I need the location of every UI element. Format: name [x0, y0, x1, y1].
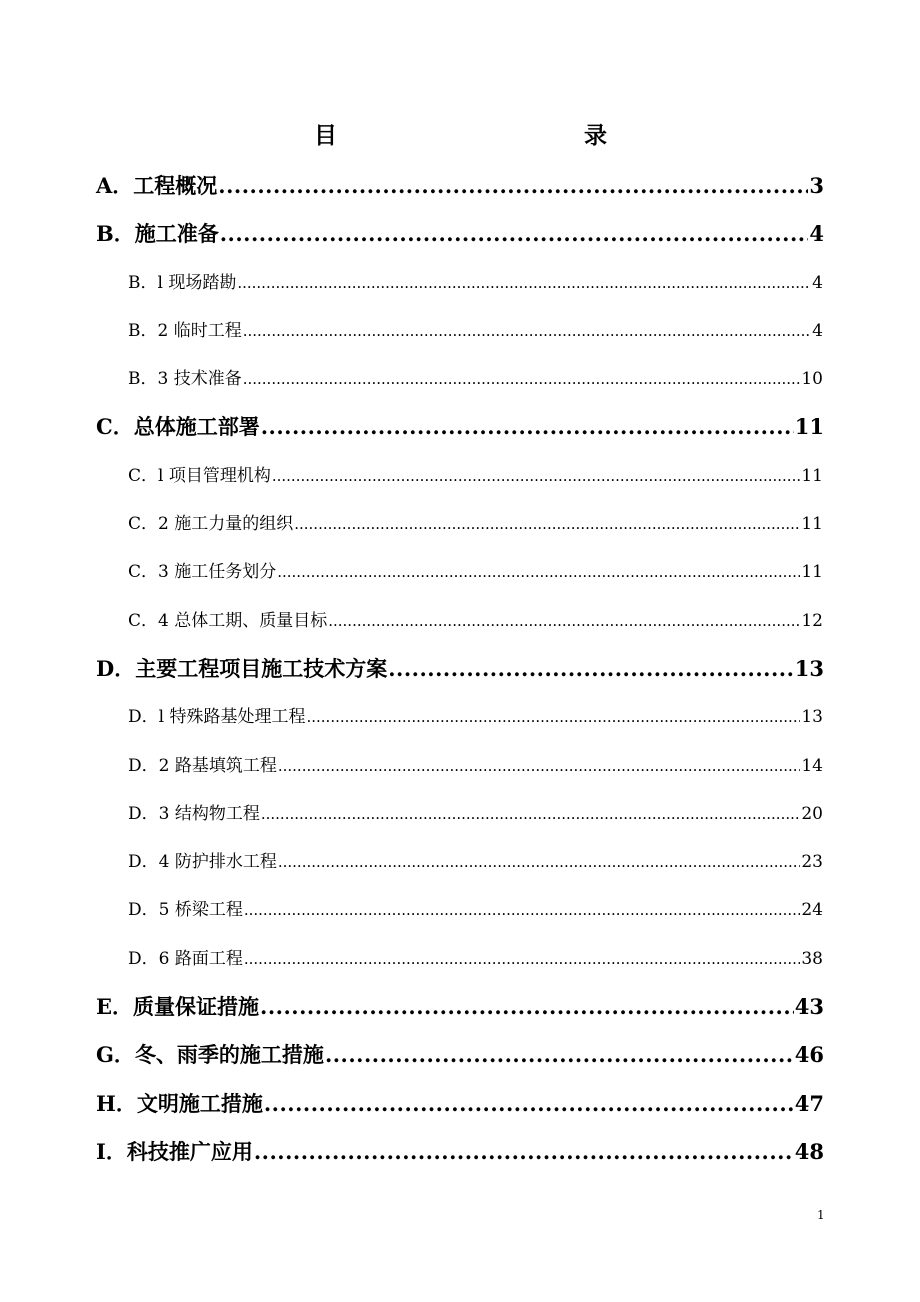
toc-entry-label: D．主要工程项目施工技术方案 [96, 655, 388, 681]
toc-entry-page: 10 [801, 369, 823, 390]
toc-entry-page: 47 [794, 1090, 824, 1116]
toc-entry-page: 4 [812, 272, 823, 293]
toc-dot-leader [278, 742, 801, 790]
toc-dot-leader [277, 548, 800, 596]
toc-entry-label: I．科技推广应用 [96, 1138, 253, 1164]
toc-entry-label: C．4 总体工期、质量目标 [128, 610, 328, 631]
toc-entry-label: G．冬、雨季的施工措施 [96, 1042, 324, 1068]
toc-title [0, 118, 920, 158]
toc-entry-label: B．2 临时工程 [128, 320, 242, 341]
toc-dot-leader [278, 838, 801, 886]
toc-entry-d1[interactable] [0, 693, 920, 741]
toc-entry-page: 11 [801, 465, 823, 486]
toc-entry-b[interactable] [0, 210, 920, 258]
toc-entry-page: 4 [812, 320, 823, 341]
toc-dot-leader [294, 500, 800, 548]
toc-entry-b2[interactable] [0, 307, 920, 355]
toc-entry-e[interactable] [0, 983, 920, 1031]
toc-dot-leader [328, 597, 800, 645]
toc-entry-d4[interactable] [0, 838, 920, 886]
toc-entry-label: D．4 防护排水工程 [128, 852, 277, 873]
toc-entry-label: D．3 结构物工程 [128, 803, 260, 824]
toc-entry-page: 3 [809, 173, 824, 198]
toc-entry-d3[interactable] [0, 790, 920, 838]
toc-dot-leader [237, 259, 811, 307]
toc-entry-label: E．质量保证措施 [96, 994, 260, 1020]
toc-entry-page: 4 [809, 221, 824, 247]
toc-entry-b1[interactable] [0, 259, 920, 307]
toc-entry-d[interactable] [0, 645, 920, 693]
toc-dot-leader [261, 403, 794, 451]
toc-entry-d5[interactable] [0, 886, 920, 934]
toc-dot-leader [218, 162, 808, 210]
toc-dot-leader [306, 693, 800, 741]
toc-entry-page: 23 [801, 852, 823, 873]
toc-entry-c[interactable] [0, 403, 920, 451]
toc-entry-label: B．施工准备 [96, 221, 219, 247]
toc-entry-label: A．工程概况 [96, 173, 218, 198]
toc-title-char-2: 录 [584, 122, 607, 149]
toc-entry-d2[interactable] [0, 742, 920, 790]
toc-entry-page: 11 [801, 562, 823, 583]
toc-entry-g[interactable] [0, 1031, 920, 1079]
toc-entry-label: H．文明施工措施 [96, 1090, 263, 1116]
toc-dot-leader [243, 355, 801, 403]
toc-entry-label: C．l 项目管理机构 [128, 465, 271, 486]
toc-entry-label: C．总体施工部署 [96, 414, 260, 440]
toc-entry-i[interactable] [0, 1128, 920, 1176]
toc-dot-leader [254, 1128, 794, 1176]
toc-dot-leader [244, 935, 801, 983]
toc-dot-leader [325, 1031, 794, 1079]
toc-entry-page: 48 [794, 1138, 824, 1164]
toc-entry-c4[interactable] [0, 597, 920, 645]
toc-entry-c2[interactable] [0, 500, 920, 548]
toc-entry-b3[interactable] [0, 355, 920, 403]
footer-page-number: 1 [817, 1208, 825, 1222]
toc-entry-label: D．l 特殊路基处理工程 [128, 707, 306, 728]
toc-entry-page: 14 [801, 755, 823, 776]
toc-entry-h[interactable] [0, 1080, 920, 1128]
toc-entry-page: 24 [801, 900, 823, 921]
toc-entry-page: 20 [801, 803, 823, 824]
toc-entry-page: 46 [794, 1042, 824, 1068]
toc-dot-leader [264, 1080, 794, 1128]
toc-entry-label: B．l 现场踏勘 [128, 272, 237, 293]
toc-entry-d6[interactable] [0, 935, 920, 983]
toc-title-char-1: 目 [314, 122, 337, 149]
toc-entry-c1[interactable] [0, 452, 920, 500]
toc-dot-leader [220, 210, 809, 258]
toc-entry-page: 43 [794, 994, 824, 1020]
toc-entry-page: 12 [801, 610, 823, 631]
toc-entry-label: D．6 路面工程 [128, 948, 243, 969]
toc-entry-page: 11 [801, 514, 823, 535]
toc-dot-leader [272, 452, 801, 500]
toc-entry-label: D．5 桥梁工程 [128, 900, 243, 921]
table-of-contents [0, 162, 920, 1176]
toc-dot-leader [244, 886, 801, 934]
toc-entry-page: 13 [801, 707, 823, 728]
toc-dot-leader [261, 790, 801, 838]
toc-dot-leader [243, 307, 811, 355]
toc-entry-page: 13 [794, 655, 824, 681]
toc-entry-label: D．2 路基填筑工程 [128, 755, 277, 776]
toc-entry-label: C．2 施工力量的组织 [128, 514, 294, 535]
toc-entry-label: B．3 技术准备 [128, 369, 242, 390]
toc-entry-a[interactable] [0, 162, 920, 210]
toc-dot-leader [260, 983, 794, 1031]
toc-entry-page: 38 [801, 948, 823, 969]
toc-entry-page: 11 [794, 414, 824, 440]
toc-entry-c3[interactable] [0, 548, 920, 596]
toc-entry-label: C．3 施工任务划分 [128, 562, 277, 583]
toc-dot-leader [388, 645, 794, 693]
